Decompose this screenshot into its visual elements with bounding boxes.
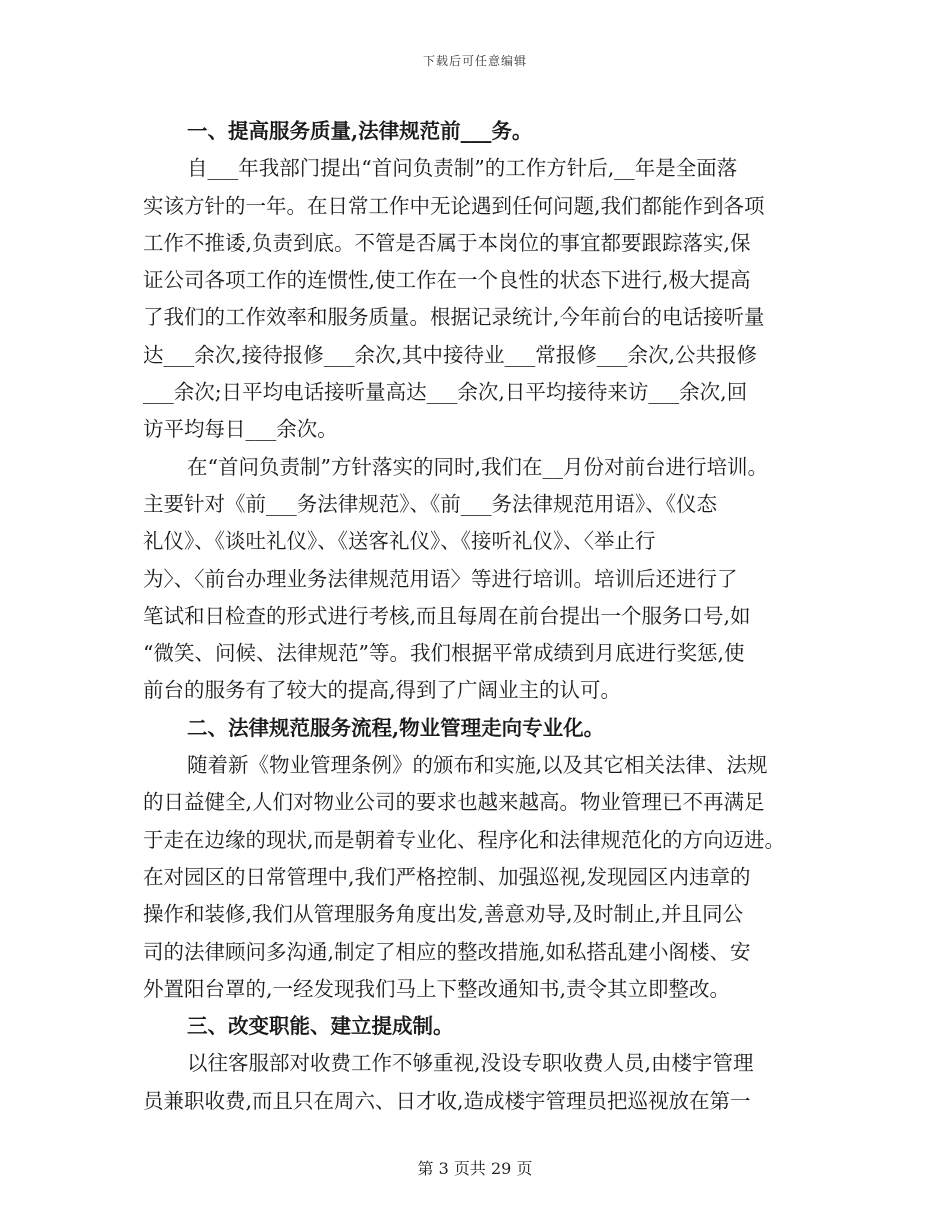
text-line: “微笑、问候、法律规范”等。我们根据平常成绩到月底进行奖惩,使 [143,641,745,666]
page-number: 第 3 页共 29 页 [417,1159,533,1178]
text-line: 员兼职收费,而且只在周六、日才收,造成楼宇管理员把巡视放在第一 [143,1088,751,1113]
text-line: 主要针对《前___务法律规范》、《前___务法律规范用语》、《仪态 [143,491,717,516]
document-body [143,113,808,1120]
text-line: 了我们的工作效率和服务质量。根据记录统计,今年前台的电话接听量 [143,305,765,330]
text-line: 实该方针的一年。在日常工作中无论遇到任何问题,我们都能作到各项 [143,193,765,218]
section-heading: 三、改变职能、建立提成制。 [187,1014,454,1039]
text-line: 达___余次,接待报修___余次,其中接待业___常报修___余次,公共报修 [143,342,758,367]
text-line: 随着新《物业管理条例》的颁布和实施,以及其它相关法律、法规 [187,753,768,778]
text-line: 前台的服务有了较大的提高,得到了广阔业主的认可。 [143,678,622,703]
section-heading: 二、法律规范服务流程,物业管理走向专业化。 [187,715,605,740]
text-line: 司的法律顾问多沟通,制定了相应的整改措施,如私搭乱建小阁楼、安 [143,939,751,964]
text-line: 为〉、〈前台办理业务法律规范用语〉等进行培训。培训后还进行了 [143,566,738,591]
text-line: 证公司各项工作的连惯性,使工作在一个良性的状态下进行,极大提高 [143,268,751,293]
text-line: 的日益健全,人们对物业公司的要求也越来越高。物业管理已不再满足 [143,790,765,815]
text-line: 操作和装修,我们从管理服务角度出发,善意劝导,及时制止,并且同公 [143,902,744,927]
section-heading: 一、提高服务质量,法律规范前___务。 [187,119,533,143]
text-line: 笔试和日检查的形式进行考核,而且每周在前台提出一个服务口号,如 [143,603,751,628]
text-line: 礼仪》、《谈吐礼仪》、《送客礼仪》、《接听礼仪》、〈举止行 [143,529,656,554]
text-line: 在对园区的日常管理中,我们严格控制、加强巡视,发现园区内违章的 [143,864,751,889]
text-line: 以往客服部对收费工作不够重视,没设专职收费人员,由楼宇管理 [187,1051,754,1076]
page-header: 下载后可任意编辑 [422,54,527,68]
text-line: 访平均每日___余次。 [143,417,338,442]
text-line: ___余次;日平均电话接听量高达___余次,日平均接待来访___余次,回 [143,380,748,405]
text-line: 于走在边缘的现状,而是朝着专业化、程序化和法律规范化的方向迈进。 [143,827,786,852]
text-line: 工作不推诿,负责到底。不管是否属于本岗位的事宜都要跟踪落实,保 [143,230,751,255]
text-line: 在“首问负责制”方针落实的同时,我们在__月份对前台进行培训。 [187,454,768,479]
text-line: 自___年我部门提出“首问负责制”的工作方针后,__年是全面落 [187,156,738,181]
text-line: 外置阳台罩的,一经发现我们马上下整改通知书,责令其立即整改。 [143,976,731,1001]
